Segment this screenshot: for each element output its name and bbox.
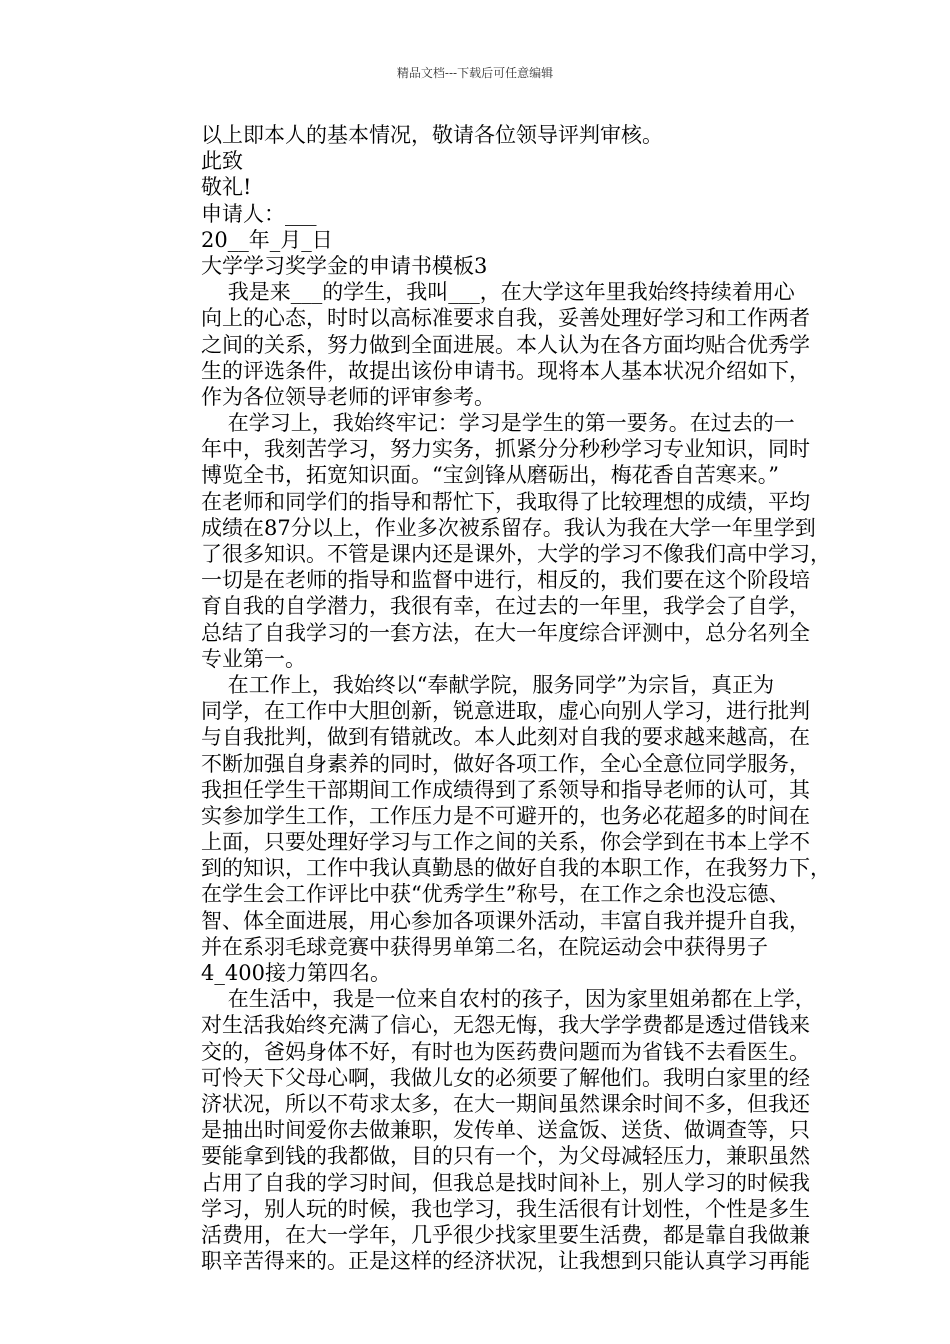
text-line: 敬礼! <box>201 175 252 200</box>
text-line: 博览全书，拓宽知识面。“宝剑锋从磨砺出，梅花香自苦寒来。” <box>201 463 779 488</box>
text-line: 实参加学生工作，工作压力是不可避开的，也务必花超多的时间在 <box>201 803 810 828</box>
text-line: 以上即本人的基本情况，敬请各位领导评判审核。 <box>201 123 663 147</box>
text-line: 到的知识，工作中我认真勤恳的做好自我的本职工作，在我努力下， <box>201 856 831 881</box>
text-line: 要能拿到钱的我都做，目的只有一个，为父母减轻压力，兼职虽然 <box>201 1144 810 1169</box>
text-line: 可怜天下父母心啊，我做儿女的必须要了解他们。我明白家里的经 <box>201 1065 810 1090</box>
text-line: 生的评选条件，故提出该份申请书。现将本人基本状况介绍如下， <box>201 358 810 383</box>
text-line: 了很多知识。不管是课内还是课外，大学的学习不像我们高中学习， <box>201 542 831 566</box>
text-line: 一切是在老师的指导和监督中进行，相反的，我们要在这个阶段培 <box>201 568 810 593</box>
text-line: 在工作上，我始终以“奉献学院，服务同学”为宗旨，真正为 <box>201 672 775 697</box>
text-line: 我是来___的学生，我叫___，在大学这年里我始终持续着用心 <box>201 280 795 305</box>
text-line: 智、体全面进展，用心参加各项课外活动，丰富自我并提升自我， <box>201 908 810 933</box>
text-line: 活费用，在大一学年，几乎很少找家里要生活费，都是靠自我做兼 <box>201 1222 810 1247</box>
text-line: 上面，只要处理好学习与工作之间的关系，你会学到在书本上学不 <box>201 830 810 855</box>
text-line: 我担任学生干部期间工作成绩得到了系领导和指导老师的认可，其 <box>201 777 810 802</box>
text-line: 并在系羽毛球竞赛中获得男单第二名，在院运动会中获得男子 <box>201 934 768 959</box>
text-line: 同学，在工作中大胆创新，锐意进取，虚心向别人学习，进行批判 <box>201 699 810 724</box>
text-line: 占用了自我的学习时间，但我总是找时间补上，别人学习的时候我 <box>201 1170 810 1195</box>
text-line: 济状况，所以不苟求太多，在大一期间虽然课余时间不多，但我还 <box>201 1091 810 1116</box>
text-line: 4_400接力第四名。 <box>201 961 391 985</box>
text-line: 申请人：___ <box>201 201 317 226</box>
text-line: 在学习上，我始终牢记：学习是学生的第一要务。在过去的一 <box>201 411 795 436</box>
text-line: 对生活我始终充满了信心，无怨无悔，我大学学费都是透过借钱来 <box>201 1013 810 1038</box>
text-line: 是抽出时间爱你去做兼职，发传单、送盒饭、送货、做调查等，只 <box>201 1118 810 1143</box>
text-line: 年中，我刻苦学习，努力实务，抓紧分分秒秒学习专业知识，同时 <box>201 437 810 462</box>
text-line: 作为各位领导老师的评审参考。 <box>201 384 495 409</box>
text-line: 在生活中，我是一位来自农村的孩子，因为家里姐弟都在上学， <box>201 987 816 1012</box>
text-line: 专业第一。 <box>201 646 306 671</box>
text-line: 交的，爸妈身体不好，有时也为医药费问题而为省钱不去看医生。 <box>201 1039 810 1064</box>
text-line: 不断加强自身素养的同时，做好各项工作，全心全意位同学服务， <box>201 751 810 776</box>
text-line: 学习，别人玩的时候，我也学习，我生活很有计划性，个性是多生 <box>201 1196 810 1221</box>
document-body <box>201 122 831 1274</box>
text-line: 20__年_月_日 <box>201 227 333 252</box>
text-line: 大学学习奖学金的申请书模板3 <box>201 253 488 278</box>
text-line: 向上的心态，时时以高标准要求自我，妥善处理好学习和工作两者 <box>201 306 810 331</box>
text-line: 在学生会工作评比中获“优秀学生”称号，在工作之余也没忘德、 <box>201 882 790 907</box>
text-line: 之间的关系，努力做到全面进展。本人认为在各方面均贴合优秀学 <box>201 332 810 357</box>
text-line: 职辛苦得来的。正是这样的经济状况，让我想到只能认真学习再能 <box>201 1249 810 1274</box>
page-header: 精品文档---下载后可任意编辑 <box>396 66 554 80</box>
text-line: 在老师和同学们的指导和帮忙下，我取得了比较理想的成绩，平均 <box>201 489 810 514</box>
text-line: 与自我批判，做到有错就改。本人此刻对自我的要求越来越高，在 <box>201 725 810 750</box>
text-line: 成绩在87分以上，作业多次被系留存。我认为我在大学一年里学到 <box>201 515 816 540</box>
text-line: 育自我的自学潜力，我很有幸，在过去的一年里，我学会了自学， <box>201 594 810 619</box>
text-line: 总结了自我学习的一套方法，在大一年度综合评测中，总分名列全 <box>201 620 810 645</box>
text-line: 此致 <box>201 149 243 174</box>
